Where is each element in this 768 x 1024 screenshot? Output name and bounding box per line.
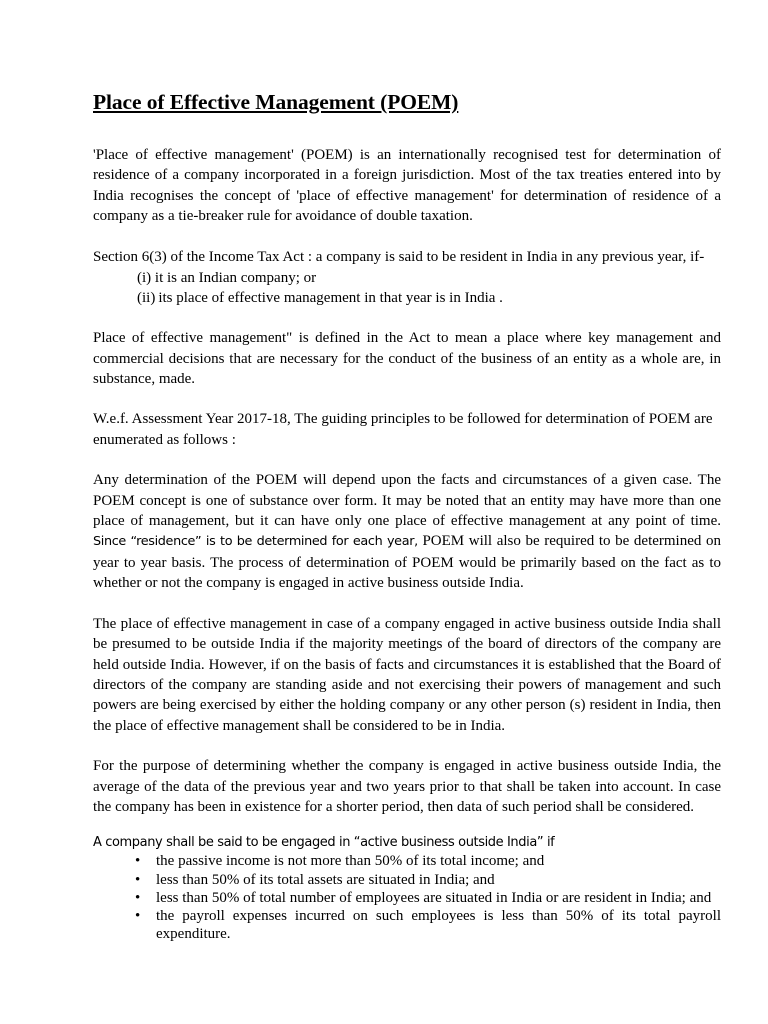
determination-text-c: POEM will also be required to be determined on year to year basis. The process of determination of POEM would be primarily based on the fact as to whether or not the company is engaged in active business outside India.: [93, 533, 721, 592]
paragraph-board-meetings: The place of effective management in case of a company engaged in active business outside India shall be presumed to be outside India if the majority meetings of the board of directors of the company are held outside India. However, if on the basis of facts and circumstances it is established that the Board of directors of the company are standing aside and not exercising their powers of management and such powers are being exercised by either the holding company or any other person (s) resident in India, then the place of effective management shall be considered to be in India.: [93, 615, 721, 734]
paragraph-active-business-average: For the purpose of determining whether the company is engaged in active business outside India, the average of the data of the previous year and two years prior to that shall be taken into account. In case the company has been in existence for a shorter period, then data of such period shall be considered.: [93, 758, 721, 815]
criteria-item: [93, 907, 721, 943]
paragraph-section-6-3: Section 6(3) of the Income Tax Act : a company is said to be resident in India in any previous year, if-: [93, 248, 705, 265]
document-page: [93, 88, 721, 943]
criteria-text: the payroll expenses incurred on such employees is less than 50% of its total payroll expenditure.: [156, 907, 721, 943]
bullet-icon: •: [135, 889, 141, 906]
residence-phrase: Since “residence” is to be determined for each year,: [93, 534, 418, 550]
paragraph-poem-definition: Place of effective management" is defined in the Act to mean a place where key management and commercial decisions that are necessary for the conduct of the business of an entity as a whole are, in substance, made.: [93, 330, 721, 388]
criteria-item: [93, 871, 721, 889]
document-title: Place of Effective Management (POEM): [93, 90, 459, 114]
paragraph-active-business-criteria: A company shall be said to be engaged in “active business outside India” if: [93, 835, 555, 851]
paragraph-guiding-principles: W.e.f. Assessment Year 2017-18, The guiding principles to be followed for determination of POEM are enumerated as follows :: [93, 411, 713, 448]
condition-item: (i) it is an Indian company; or: [137, 270, 317, 287]
criteria-text: less than 50% of its total assets are situated in India; and: [156, 871, 495, 888]
bullet-icon: •: [135, 871, 141, 888]
criteria-item: [93, 852, 721, 870]
paragraph-poem-intro: 'Place of effective management' (POEM) is an internationally recognised test for determination of residence of a company incorporated in a foreign jurisdiction. Most of the tax treaties entered into by India recognises the concept of 'place of effective management' for determination of residence of a company as a tie-breaker rule for avoidance of double taxation.: [93, 147, 721, 225]
criteria-text: less than 50% of total number of employees are situated in India or are resident in India; and: [156, 889, 712, 906]
condition-item: (ii) its place of effective management in that year is in India .: [137, 289, 503, 306]
residence-conditions-list: [137, 269, 721, 308]
active-business-criteria-list: [93, 852, 721, 943]
criteria-text: the passive income is not more than 50% of its total income; and: [156, 853, 545, 870]
bullet-icon: •: [135, 853, 141, 870]
bullet-icon: •: [135, 907, 141, 924]
determination-text-a: Any determination of the POEM will depend upon the facts and circumstances of a given case. The POEM concept is one of substance over form. It may be noted that an entity may have more than one place of management, but it can have only one place of effective management at any point of time.: [93, 472, 721, 530]
paragraph-poem-determination: [93, 470, 721, 593]
criteria-item: [93, 889, 721, 907]
